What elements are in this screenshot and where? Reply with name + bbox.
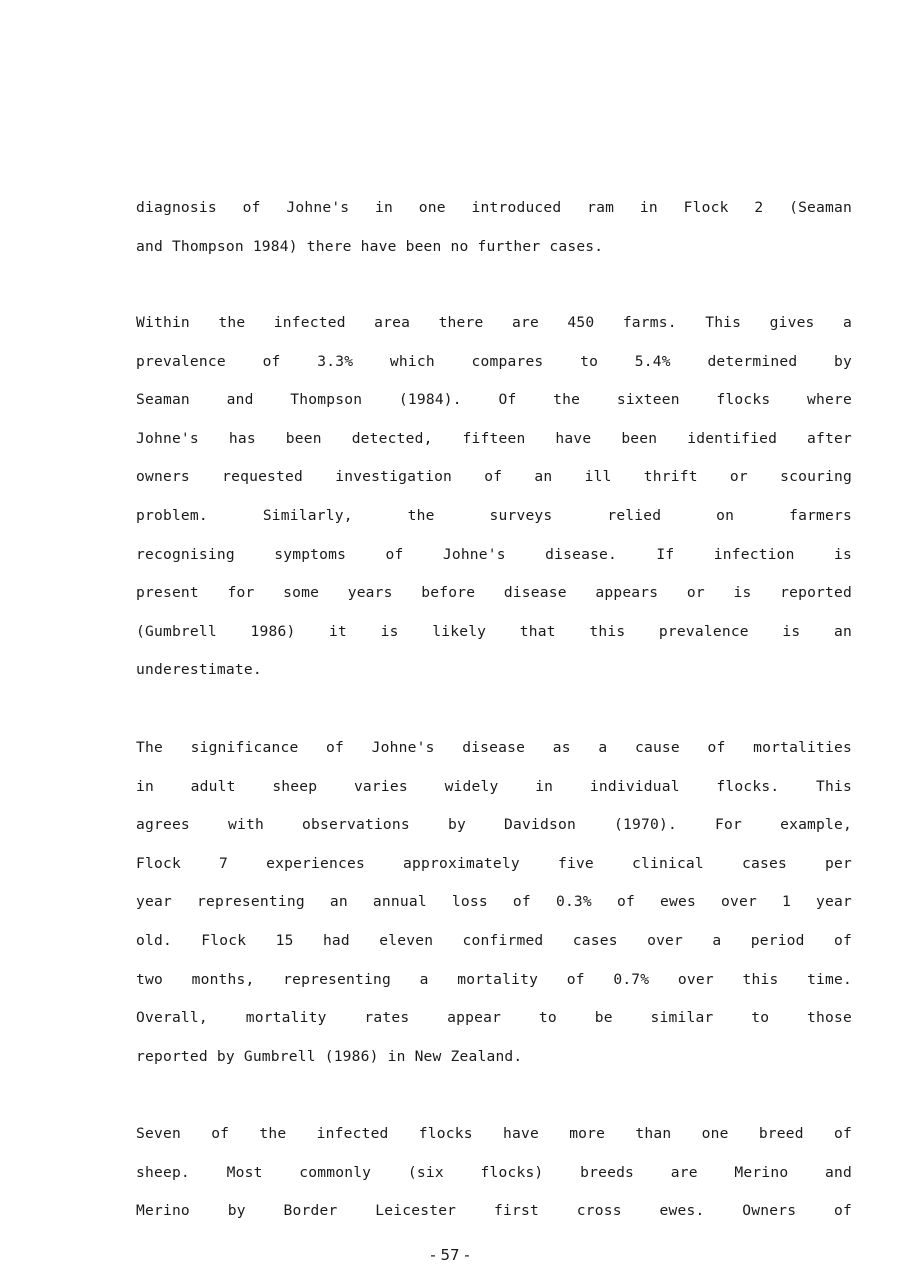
text-line: Seven of the infected flocks have more than one breed of [136, 1125, 852, 1142]
text-line: The significance of Johne's disease as a cause of mortalities [136, 739, 852, 756]
text-line: two months, representing a mortality of 0.7% over this time. [136, 970, 852, 988]
page-number: - 57 - [430, 1246, 470, 1264]
text-line: Overall, mortality rates appear to be similar to those [136, 1009, 852, 1027]
text-line: and Thompson 1984) there have been no further cases. [136, 237, 604, 255]
text-line: Within the infected area there are 450 farms. This gives a [136, 314, 852, 331]
text-line: owners requested investigation of an ill thrift or scouring [136, 468, 852, 486]
text-line: reported by Gumbrell (1986) in New Zealand. [136, 1047, 523, 1065]
text-line: Johne's has been detected, fifteen have been identified after [136, 429, 852, 447]
text-line: year representing an annual loss of 0.3% of ewes over 1 year [136, 893, 852, 911]
text-line: present for some years before disease appears or is reported [136, 584, 852, 602]
text-line: old. Flock 15 had eleven confirmed cases over a period of [136, 931, 852, 949]
text-line: sheep. Most commonly (six flocks) breeds are Merino and [136, 1163, 852, 1181]
paragraph-3 [136, 729, 852, 1076]
text-line: recognising symptoms of Johne's disease. If infection is [136, 545, 852, 563]
text-line: in adult sheep varies widely in individual flocks. This [136, 777, 852, 795]
text-line: prevalence of 3.3% which compares to 5.4% determined by [136, 352, 852, 370]
text-line: Merino by Border Leicester first cross ewes. Owners of [136, 1202, 852, 1220]
text-line: diagnosis of Johne's in one introduced ram in Flock 2 (Seaman [136, 199, 852, 216]
paragraph-1 [136, 189, 852, 266]
text-line: problem. Similarly, the surveys relied on farmers [136, 506, 852, 524]
text-line: underestimate. [136, 661, 262, 679]
paragraph-4 [136, 1115, 852, 1231]
paragraph-2 [136, 304, 852, 690]
text-line: (Gumbrell 1986) it is likely that this prevalence is an [136, 622, 852, 640]
text-line: Flock 7 experiences approximately five clinical cases per [136, 854, 852, 872]
text-line: agrees with observations by Davidson (1970). For example, [136, 816, 852, 834]
text-line: Seaman and Thompson (1984). Of the sixteen flocks where [136, 391, 852, 409]
